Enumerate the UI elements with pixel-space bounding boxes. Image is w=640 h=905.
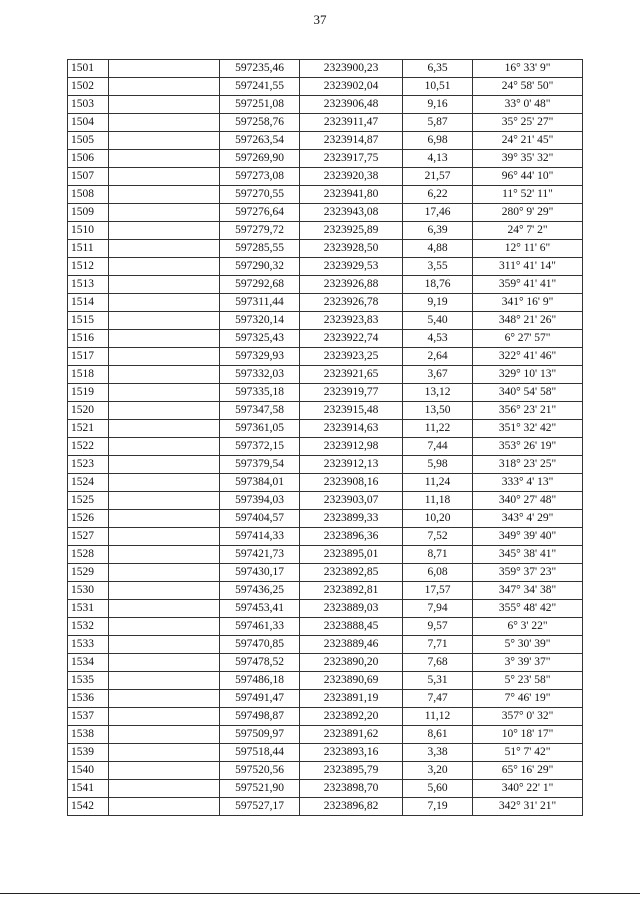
- distance-cell: 5,40: [403, 312, 473, 330]
- y-coordinate-cell: 2323921,65: [300, 366, 403, 384]
- angle-cell: 3° 39' 37": [473, 654, 583, 672]
- angle-cell: 348° 21' 26": [473, 312, 583, 330]
- blank-cell: [109, 132, 220, 150]
- point-number-cell: 1516: [68, 330, 109, 348]
- distance-cell: 7,68: [403, 654, 473, 672]
- angle-cell: 6° 3' 22": [473, 618, 583, 636]
- y-coordinate-cell: 2323888,45: [300, 618, 403, 636]
- distance-cell: 5,31: [403, 672, 473, 690]
- x-coordinate-cell: 597394,03: [220, 492, 300, 510]
- point-number-cell: 1530: [68, 582, 109, 600]
- blank-cell: [109, 636, 220, 654]
- table-row: [68, 204, 583, 222]
- point-number-cell: 1540: [68, 762, 109, 780]
- coordinates-table-body: [68, 60, 583, 816]
- angle-cell: 333° 4' 13": [473, 474, 583, 492]
- blank-cell: [109, 240, 220, 258]
- x-coordinate-cell: 597273,08: [220, 168, 300, 186]
- distance-cell: 7,71: [403, 636, 473, 654]
- angle-cell: 33° 0' 48": [473, 96, 583, 114]
- x-coordinate-cell: 597325,43: [220, 330, 300, 348]
- distance-cell: 17,46: [403, 204, 473, 222]
- x-coordinate-cell: 597270,55: [220, 186, 300, 204]
- table-row: [68, 546, 583, 564]
- y-coordinate-cell: 2323896,82: [300, 798, 403, 816]
- angle-cell: 318° 23' 25": [473, 456, 583, 474]
- distance-cell: 3,20: [403, 762, 473, 780]
- distance-cell: 5,98: [403, 456, 473, 474]
- blank-cell: [109, 402, 220, 420]
- table-row: [68, 96, 583, 114]
- y-coordinate-cell: 2323920,38: [300, 168, 403, 186]
- angle-cell: 5° 23' 58": [473, 672, 583, 690]
- x-coordinate-cell: 597491,47: [220, 690, 300, 708]
- y-coordinate-cell: 2323892,20: [300, 708, 403, 726]
- distance-cell: 10,20: [403, 510, 473, 528]
- y-coordinate-cell: 2323893,16: [300, 744, 403, 762]
- distance-cell: 3,67: [403, 366, 473, 384]
- point-number-cell: 1512: [68, 258, 109, 276]
- angle-cell: 359° 41' 41": [473, 276, 583, 294]
- x-coordinate-cell: 597384,01: [220, 474, 300, 492]
- angle-cell: 12° 11' 6": [473, 240, 583, 258]
- blank-cell: [109, 474, 220, 492]
- blank-cell: [109, 258, 220, 276]
- point-number-cell: 1525: [68, 492, 109, 510]
- point-number-cell: 1510: [68, 222, 109, 240]
- table-row: [68, 276, 583, 294]
- y-coordinate-cell: 2323900,23: [300, 60, 403, 78]
- x-coordinate-cell: 597241,55: [220, 78, 300, 96]
- blank-cell: [109, 762, 220, 780]
- blank-cell: [109, 114, 220, 132]
- distance-cell: 17,57: [403, 582, 473, 600]
- blank-cell: [109, 186, 220, 204]
- y-coordinate-cell: 2323899,33: [300, 510, 403, 528]
- point-number-cell: 1526: [68, 510, 109, 528]
- angle-cell: 35° 25' 27": [473, 114, 583, 132]
- x-coordinate-cell: 597269,90: [220, 150, 300, 168]
- blank-cell: [109, 60, 220, 78]
- table-row: [68, 690, 583, 708]
- point-number-cell: 1511: [68, 240, 109, 258]
- angle-cell: 343° 4' 29": [473, 510, 583, 528]
- table-row: [68, 492, 583, 510]
- point-number-cell: 1521: [68, 420, 109, 438]
- angle-cell: 24° 7' 2": [473, 222, 583, 240]
- table-row: [68, 636, 583, 654]
- y-coordinate-cell: 2323915,48: [300, 402, 403, 420]
- table-row: [68, 330, 583, 348]
- x-coordinate-cell: 597520,56: [220, 762, 300, 780]
- angle-cell: 10° 18' 17": [473, 726, 583, 744]
- y-coordinate-cell: 2323925,89: [300, 222, 403, 240]
- distance-cell: 5,87: [403, 114, 473, 132]
- table-row: [68, 132, 583, 150]
- x-coordinate-cell: 597290,32: [220, 258, 300, 276]
- y-coordinate-cell: 2323926,88: [300, 276, 403, 294]
- y-coordinate-cell: 2323891,62: [300, 726, 403, 744]
- distance-cell: 4,88: [403, 240, 473, 258]
- x-coordinate-cell: 597470,85: [220, 636, 300, 654]
- y-coordinate-cell: 2323923,83: [300, 312, 403, 330]
- angle-cell: 357° 0' 32": [473, 708, 583, 726]
- table-row: [68, 78, 583, 96]
- table-row: [68, 744, 583, 762]
- blank-cell: [109, 546, 220, 564]
- angle-cell: 351° 32' 42": [473, 420, 583, 438]
- table-row: [68, 600, 583, 618]
- y-coordinate-cell: 2323889,46: [300, 636, 403, 654]
- point-number-cell: 1501: [68, 60, 109, 78]
- point-number-cell: 1517: [68, 348, 109, 366]
- y-coordinate-cell: 2323891,19: [300, 690, 403, 708]
- table-row: [68, 60, 583, 78]
- table-row: [68, 240, 583, 258]
- y-coordinate-cell: 2323908,16: [300, 474, 403, 492]
- angle-cell: 342° 31' 21": [473, 798, 583, 816]
- blank-cell: [109, 96, 220, 114]
- y-coordinate-cell: 2323917,75: [300, 150, 403, 168]
- distance-cell: 11,24: [403, 474, 473, 492]
- y-coordinate-cell: 2323929,53: [300, 258, 403, 276]
- table-row: [68, 384, 583, 402]
- x-coordinate-cell: 597329,93: [220, 348, 300, 366]
- distance-cell: 9,57: [403, 618, 473, 636]
- table-row: [68, 222, 583, 240]
- y-coordinate-cell: 2323895,79: [300, 762, 403, 780]
- bottom-rule: [0, 893, 640, 894]
- angle-cell: 6° 27' 57": [473, 330, 583, 348]
- point-number-cell: 1539: [68, 744, 109, 762]
- table-row: [68, 510, 583, 528]
- angle-cell: 24° 21' 45": [473, 132, 583, 150]
- coordinates-table: [67, 59, 583, 816]
- angle-cell: 322° 41' 46": [473, 348, 583, 366]
- blank-cell: [109, 330, 220, 348]
- table-row: [68, 780, 583, 798]
- y-coordinate-cell: 2323928,50: [300, 240, 403, 258]
- point-number-cell: 1522: [68, 438, 109, 456]
- x-coordinate-cell: 597436,25: [220, 582, 300, 600]
- blank-cell: [109, 618, 220, 636]
- blank-cell: [109, 582, 220, 600]
- x-coordinate-cell: 597509,97: [220, 726, 300, 744]
- distance-cell: 13,50: [403, 402, 473, 420]
- point-number-cell: 1527: [68, 528, 109, 546]
- x-coordinate-cell: 597453,41: [220, 600, 300, 618]
- blank-cell: [109, 150, 220, 168]
- distance-cell: 6,22: [403, 186, 473, 204]
- x-coordinate-cell: 597258,76: [220, 114, 300, 132]
- angle-cell: 347° 34' 38": [473, 582, 583, 600]
- point-number-cell: 1535: [68, 672, 109, 690]
- blank-cell: [109, 456, 220, 474]
- point-number-cell: 1537: [68, 708, 109, 726]
- point-number-cell: 1523: [68, 456, 109, 474]
- y-coordinate-cell: 2323896,36: [300, 528, 403, 546]
- distance-cell: 3,55: [403, 258, 473, 276]
- distance-cell: 6,08: [403, 564, 473, 582]
- blank-cell: [109, 78, 220, 96]
- x-coordinate-cell: 597279,72: [220, 222, 300, 240]
- blank-cell: [109, 492, 220, 510]
- angle-cell: 329° 10' 13": [473, 366, 583, 384]
- blank-cell: [109, 528, 220, 546]
- angle-cell: 311° 41' 14": [473, 258, 583, 276]
- angle-cell: 280° 9' 29": [473, 204, 583, 222]
- distance-cell: 4,13: [403, 150, 473, 168]
- angle-cell: 39° 35' 32": [473, 150, 583, 168]
- table-row: [68, 528, 583, 546]
- point-number-cell: 1507: [68, 168, 109, 186]
- table-row: [68, 564, 583, 582]
- distance-cell: 5,60: [403, 780, 473, 798]
- table-row: [68, 438, 583, 456]
- table-row: [68, 348, 583, 366]
- distance-cell: 7,44: [403, 438, 473, 456]
- table-row: [68, 798, 583, 816]
- distance-cell: 6,35: [403, 60, 473, 78]
- x-coordinate-cell: 597335,18: [220, 384, 300, 402]
- blank-cell: [109, 294, 220, 312]
- blank-cell: [109, 276, 220, 294]
- distance-cell: 13,12: [403, 384, 473, 402]
- y-coordinate-cell: 2323914,87: [300, 132, 403, 150]
- y-coordinate-cell: 2323889,03: [300, 600, 403, 618]
- angle-cell: 65° 16' 29": [473, 762, 583, 780]
- angle-cell: 340° 22' 1": [473, 780, 583, 798]
- point-number-cell: 1534: [68, 654, 109, 672]
- table-row: [68, 150, 583, 168]
- blank-cell: [109, 384, 220, 402]
- x-coordinate-cell: 597486,18: [220, 672, 300, 690]
- distance-cell: 7,19: [403, 798, 473, 816]
- point-number-cell: 1515: [68, 312, 109, 330]
- y-coordinate-cell: 2323892,81: [300, 582, 403, 600]
- y-coordinate-cell: 2323922,74: [300, 330, 403, 348]
- point-number-cell: 1518: [68, 366, 109, 384]
- angle-cell: 16° 33' 9": [473, 60, 583, 78]
- blank-cell: [109, 672, 220, 690]
- blank-cell: [109, 168, 220, 186]
- blank-cell: [109, 438, 220, 456]
- x-coordinate-cell: 597527,17: [220, 798, 300, 816]
- blank-cell: [109, 312, 220, 330]
- distance-cell: 6,98: [403, 132, 473, 150]
- angle-cell: 96° 44' 10": [473, 168, 583, 186]
- table-row: [68, 654, 583, 672]
- angle-cell: 340° 54' 58": [473, 384, 583, 402]
- y-coordinate-cell: 2323906,48: [300, 96, 403, 114]
- point-number-cell: 1536: [68, 690, 109, 708]
- point-number-cell: 1532: [68, 618, 109, 636]
- y-coordinate-cell: 2323926,78: [300, 294, 403, 312]
- point-number-cell: 1524: [68, 474, 109, 492]
- point-number-cell: 1541: [68, 780, 109, 798]
- y-coordinate-cell: 2323911,47: [300, 114, 403, 132]
- x-coordinate-cell: 597421,73: [220, 546, 300, 564]
- distance-cell: 11,12: [403, 708, 473, 726]
- table-row: [68, 672, 583, 690]
- blank-cell: [109, 744, 220, 762]
- point-number-cell: 1520: [68, 402, 109, 420]
- blank-cell: [109, 420, 220, 438]
- point-number-cell: 1502: [68, 78, 109, 96]
- y-coordinate-cell: 2323912,13: [300, 456, 403, 474]
- x-coordinate-cell: 597276,64: [220, 204, 300, 222]
- table-row: [68, 474, 583, 492]
- distance-cell: 6,39: [403, 222, 473, 240]
- distance-cell: 8,61: [403, 726, 473, 744]
- x-coordinate-cell: 597361,05: [220, 420, 300, 438]
- x-coordinate-cell: 597251,08: [220, 96, 300, 114]
- point-number-cell: 1531: [68, 600, 109, 618]
- x-coordinate-cell: 597379,54: [220, 456, 300, 474]
- x-coordinate-cell: 597311,44: [220, 294, 300, 312]
- x-coordinate-cell: 597347,58: [220, 402, 300, 420]
- y-coordinate-cell: 2323903,07: [300, 492, 403, 510]
- x-coordinate-cell: 597235,46: [220, 60, 300, 78]
- table-row: [68, 312, 583, 330]
- distance-cell: 7,94: [403, 600, 473, 618]
- y-coordinate-cell: 2323919,77: [300, 384, 403, 402]
- distance-cell: 9,19: [403, 294, 473, 312]
- blank-cell: [109, 222, 220, 240]
- table-row: [68, 708, 583, 726]
- x-coordinate-cell: 597414,33: [220, 528, 300, 546]
- y-coordinate-cell: 2323914,63: [300, 420, 403, 438]
- distance-cell: 21,57: [403, 168, 473, 186]
- angle-cell: 345° 38' 41": [473, 546, 583, 564]
- table-row: [68, 726, 583, 744]
- x-coordinate-cell: 597430,17: [220, 564, 300, 582]
- y-coordinate-cell: 2323890,20: [300, 654, 403, 672]
- x-coordinate-cell: 597292,68: [220, 276, 300, 294]
- y-coordinate-cell: 2323898,70: [300, 780, 403, 798]
- angle-cell: 24° 58' 50": [473, 78, 583, 96]
- table-row: [68, 618, 583, 636]
- x-coordinate-cell: 597332,03: [220, 366, 300, 384]
- distance-cell: 8,71: [403, 546, 473, 564]
- y-coordinate-cell: 2323892,85: [300, 564, 403, 582]
- point-number-cell: 1528: [68, 546, 109, 564]
- blank-cell: [109, 780, 220, 798]
- distance-cell: 9,16: [403, 96, 473, 114]
- table-row: [68, 582, 583, 600]
- x-coordinate-cell: 597404,57: [220, 510, 300, 528]
- x-coordinate-cell: 597521,90: [220, 780, 300, 798]
- distance-cell: 11,18: [403, 492, 473, 510]
- point-number-cell: 1509: [68, 204, 109, 222]
- table-row: [68, 420, 583, 438]
- distance-cell: 2,64: [403, 348, 473, 366]
- table-row: [68, 186, 583, 204]
- point-number-cell: 1506: [68, 150, 109, 168]
- distance-cell: 3,38: [403, 744, 473, 762]
- x-coordinate-cell: 597478,52: [220, 654, 300, 672]
- y-coordinate-cell: 2323902,04: [300, 78, 403, 96]
- y-coordinate-cell: 2323912,98: [300, 438, 403, 456]
- blank-cell: [109, 708, 220, 726]
- x-coordinate-cell: 597498,87: [220, 708, 300, 726]
- page-number: 37: [313, 12, 327, 27]
- x-coordinate-cell: 597263,54: [220, 132, 300, 150]
- point-number-cell: 1538: [68, 726, 109, 744]
- point-number-cell: 1519: [68, 384, 109, 402]
- y-coordinate-cell: 2323923,25: [300, 348, 403, 366]
- point-number-cell: 1514: [68, 294, 109, 312]
- angle-cell: 7° 46' 19": [473, 690, 583, 708]
- angle-cell: 353° 26' 19": [473, 438, 583, 456]
- table-row: [68, 114, 583, 132]
- y-coordinate-cell: 2323890,69: [300, 672, 403, 690]
- blank-cell: [109, 798, 220, 816]
- x-coordinate-cell: 597285,55: [220, 240, 300, 258]
- distance-cell: 11,22: [403, 420, 473, 438]
- distance-cell: 18,76: [403, 276, 473, 294]
- point-number-cell: 1508: [68, 186, 109, 204]
- distance-cell: 10,51: [403, 78, 473, 96]
- blank-cell: [109, 348, 220, 366]
- x-coordinate-cell: 597320,14: [220, 312, 300, 330]
- point-number-cell: 1542: [68, 798, 109, 816]
- point-number-cell: 1504: [68, 114, 109, 132]
- blank-cell: [109, 366, 220, 384]
- blank-cell: [109, 654, 220, 672]
- y-coordinate-cell: 2323941,80: [300, 186, 403, 204]
- distance-cell: 7,47: [403, 690, 473, 708]
- blank-cell: [109, 510, 220, 528]
- angle-cell: 359° 37' 23": [473, 564, 583, 582]
- x-coordinate-cell: 597461,33: [220, 618, 300, 636]
- point-number-cell: 1503: [68, 96, 109, 114]
- angle-cell: 11° 52' 11": [473, 186, 583, 204]
- table-row: [68, 168, 583, 186]
- angle-cell: 356° 23' 21": [473, 402, 583, 420]
- angle-cell: 5° 30' 39": [473, 636, 583, 654]
- table-row: [68, 258, 583, 276]
- x-coordinate-cell: 597518,44: [220, 744, 300, 762]
- blank-cell: [109, 726, 220, 744]
- point-number-cell: 1513: [68, 276, 109, 294]
- angle-cell: 349° 39' 40": [473, 528, 583, 546]
- x-coordinate-cell: 597372,15: [220, 438, 300, 456]
- table-row: [68, 762, 583, 780]
- angle-cell: 341° 16' 9": [473, 294, 583, 312]
- point-number-cell: 1533: [68, 636, 109, 654]
- table-row: [68, 366, 583, 384]
- blank-cell: [109, 564, 220, 582]
- angle-cell: 51° 7' 42": [473, 744, 583, 762]
- y-coordinate-cell: 2323943,08: [300, 204, 403, 222]
- angle-cell: 340° 27' 48": [473, 492, 583, 510]
- blank-cell: [109, 204, 220, 222]
- point-number-cell: 1505: [68, 132, 109, 150]
- distance-cell: 4,53: [403, 330, 473, 348]
- blank-cell: [109, 600, 220, 618]
- angle-cell: 355° 48' 42": [473, 600, 583, 618]
- y-coordinate-cell: 2323895,01: [300, 546, 403, 564]
- distance-cell: 7,52: [403, 528, 473, 546]
- table-row: [68, 402, 583, 420]
- table-row: [68, 294, 583, 312]
- point-number-cell: 1529: [68, 564, 109, 582]
- blank-cell: [109, 690, 220, 708]
- table-row: [68, 456, 583, 474]
